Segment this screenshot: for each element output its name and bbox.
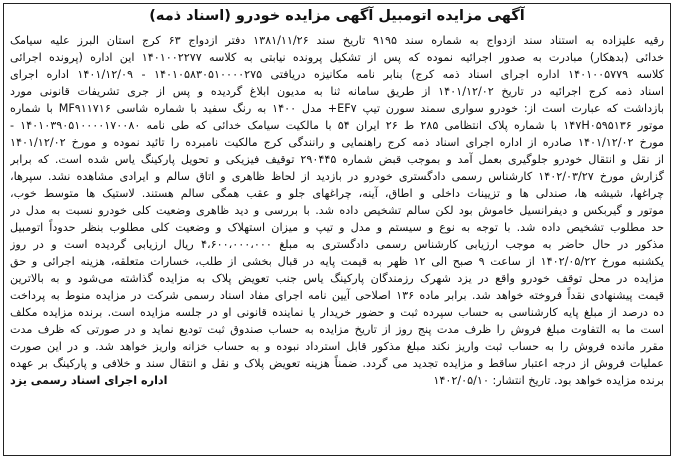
notice-line: مقرر مانده فروش را به حساب ثبت واریز نکند مبلغ مذکور قابل استرداد نبوده و به حساب خزانه واریز خواهد شد. و در این صورت bbox=[10, 340, 664, 353]
notice-line: اسناد ذمه کرج اجرائیه در تاریخ ۱۴۰۱/۱۲/۰۲ از طریق سامانه ثنا به مدیون ابلاغ گردیده و پس از جری تشریفات قانونی مورد bbox=[10, 85, 664, 98]
notice-body bbox=[10, 32, 664, 451]
notice-line: عملیات فروش از درجه اعتبار ساقط و مزایده تجدید می گردد. ضمناً هزینه تعویض پلاک و نقل و انتقال سند و خلافی و پارکینگ بر عهده bbox=[10, 357, 664, 370]
notice-title: آگهی مزایده اتومبیل آگهی مزایده خودرو (اسناد ذمه) bbox=[149, 8, 525, 24]
publication-date-line: برنده مزایده خواهد بود. تاریخ انتشار: ۱۴۰۲/۰۵/۱۰ bbox=[433, 374, 664, 387]
notice-line: از نقل و انتقال خودرو جلوگیری بعمل آمد و بموجب قبض شماره ۲۹۰۴۴۵ توقیف فیزیکی و تحویل پارکینگ یاس شده است. که برابر bbox=[10, 153, 664, 166]
notice-line: موتور ۱۴۷H۰۵۹۵۱۳۶ با شماره پلاک انتظامی ۲۸۵ ط ۲۶ ایران ۵۴ با مالکیت سیامک خدائی که طی نامه ۱۴۰۱۰۳۹۰۵۱۰۰۰۰۱۷۰۰۸۰ - bbox=[10, 119, 664, 132]
notice-line: مزایده در محل توقف خودرو واقع در یزد شهرک رزمندگان پارکینگ یاس جنب تعویض پلاک به مزایده گذاشته می‌شود و به بالاترین bbox=[10, 272, 664, 285]
notice-line: بازداشت که عبارت است از: خودرو سواری سمند سورن تیپ EF۷+ مدل ۱۴۰۰ به رنگ سفید با شماره شاسی MF۹۱۱۷۱۶ با شماره bbox=[10, 102, 664, 115]
issuer-signature: اداره اجرای اسناد رسمی یزد bbox=[10, 374, 168, 387]
notice-line: رقیه علیزاده به استناد سند ازدواج به شماره سند ۹۱۹۵ تاریخ سند ۱۳۸۱/۱۱/۲۶ دفتر ازدواج ۶۳ کرج استان البرز علیه سیامک bbox=[10, 34, 664, 47]
notice-line: کلاسه ۱۴۰۱۰۰۵۷۷۹ اداره اجرای اسناد ذمه کرج) بنابر نامه مکانیزه دریافتی ۱۴۰۱۰۵۸۳۰۵۱۰۰۰۰۲۷۵ - ۱۴۰۱/۱۲/۰۹ اداره اجرای bbox=[10, 68, 664, 81]
notice-line: گزارش مورخ ۱۴۰۲/۰۳/۲۷ کارشناس رسمی دادگستری خودرو در بازدید از لحاظ ظاهری و اتاق سالم و ایرادی مشاهده نشد. سپرها، bbox=[10, 170, 664, 183]
notice-line: چراغها، شیشه ها، صندلی ها و تزیینات داخلی و اطاق، آینه، چراغهای جلو و عقب همگی سالم هستند. لاستیک ها متوسط خوب، bbox=[10, 187, 664, 200]
notice-line: است ما به التفاوت مبلغ فروش را ظرف مدت پنج روز از تاریخ مزایده به حساب صندوق ثبت تودیع نماید و در صورتی که ظرف مدت bbox=[10, 323, 664, 336]
notice-line: حد مطلوب تشخیص داده شد. با توجه به نوع و سیستم و مدل و تیپ و میزان استهلاک و وضعیت کلی مطلوب بنظر حدوداً اتومبیل bbox=[10, 221, 664, 234]
notice-line: قیمت پیشنهادی نقداً فروخته خواهد شد. برابر ماده ۱۳۶ اصلاحی آیین نامه اجرای مفاد اسناد رسمی شرکت در مزایده منوط به پرداخت bbox=[10, 289, 664, 302]
notice-line: یکشنبه مورخ ۱۴۰۲/۰۵/۲۲ از ساعت ۹ صبح الی ۱۲ ظهر به قیمت پایه در قبال بخشی از طلب، خسارات متعلقه، هزینه اجرائی و حق bbox=[10, 255, 664, 268]
notice-line: خدائی (بدهکار) مبادرت به صدور اجرائیه نموده که پس از تشکیل پرونده نیابتی به کلاسه ۱۴۰۱۰۰۲۲۷۷ این اداره (پرونده اجرائی bbox=[10, 51, 664, 64]
notice-line: مورخ ۱۴۰۱/۱۲/۰۲ صادره از اداره اجرای اسناد ذمه کرج راهنمایی و رانندگی کرج مالکیت نامبرده را تائید نموده و مورخ ۱۴۰۱/۱۲/۰۲ bbox=[10, 136, 664, 149]
notice-line: ده درصد از مبلغ پایه کارشناسی به حساب سپرده ثبت و حضور خریدار یا نماینده قانونی او در جلسه مزایده است. برنده مزایده مکلف bbox=[10, 306, 664, 319]
notice-line: موتور و گیربکس و دیفرانسیل خاموش بود لکن سالم تشخیص داده شد. با بررسی و دید ظاهری وضعیت کلی خودرو نسبت به مدل در bbox=[10, 204, 664, 217]
closing-row bbox=[10, 372, 664, 389]
notice-line: مذکور در حال حاضر به موجب ارزیابی کارشناس رسمی دادگستری به مبلغ ۴،۶۰۰،۰۰۰،۰۰۰ ریال ارزیابی گردیده است و در روز bbox=[10, 238, 664, 251]
